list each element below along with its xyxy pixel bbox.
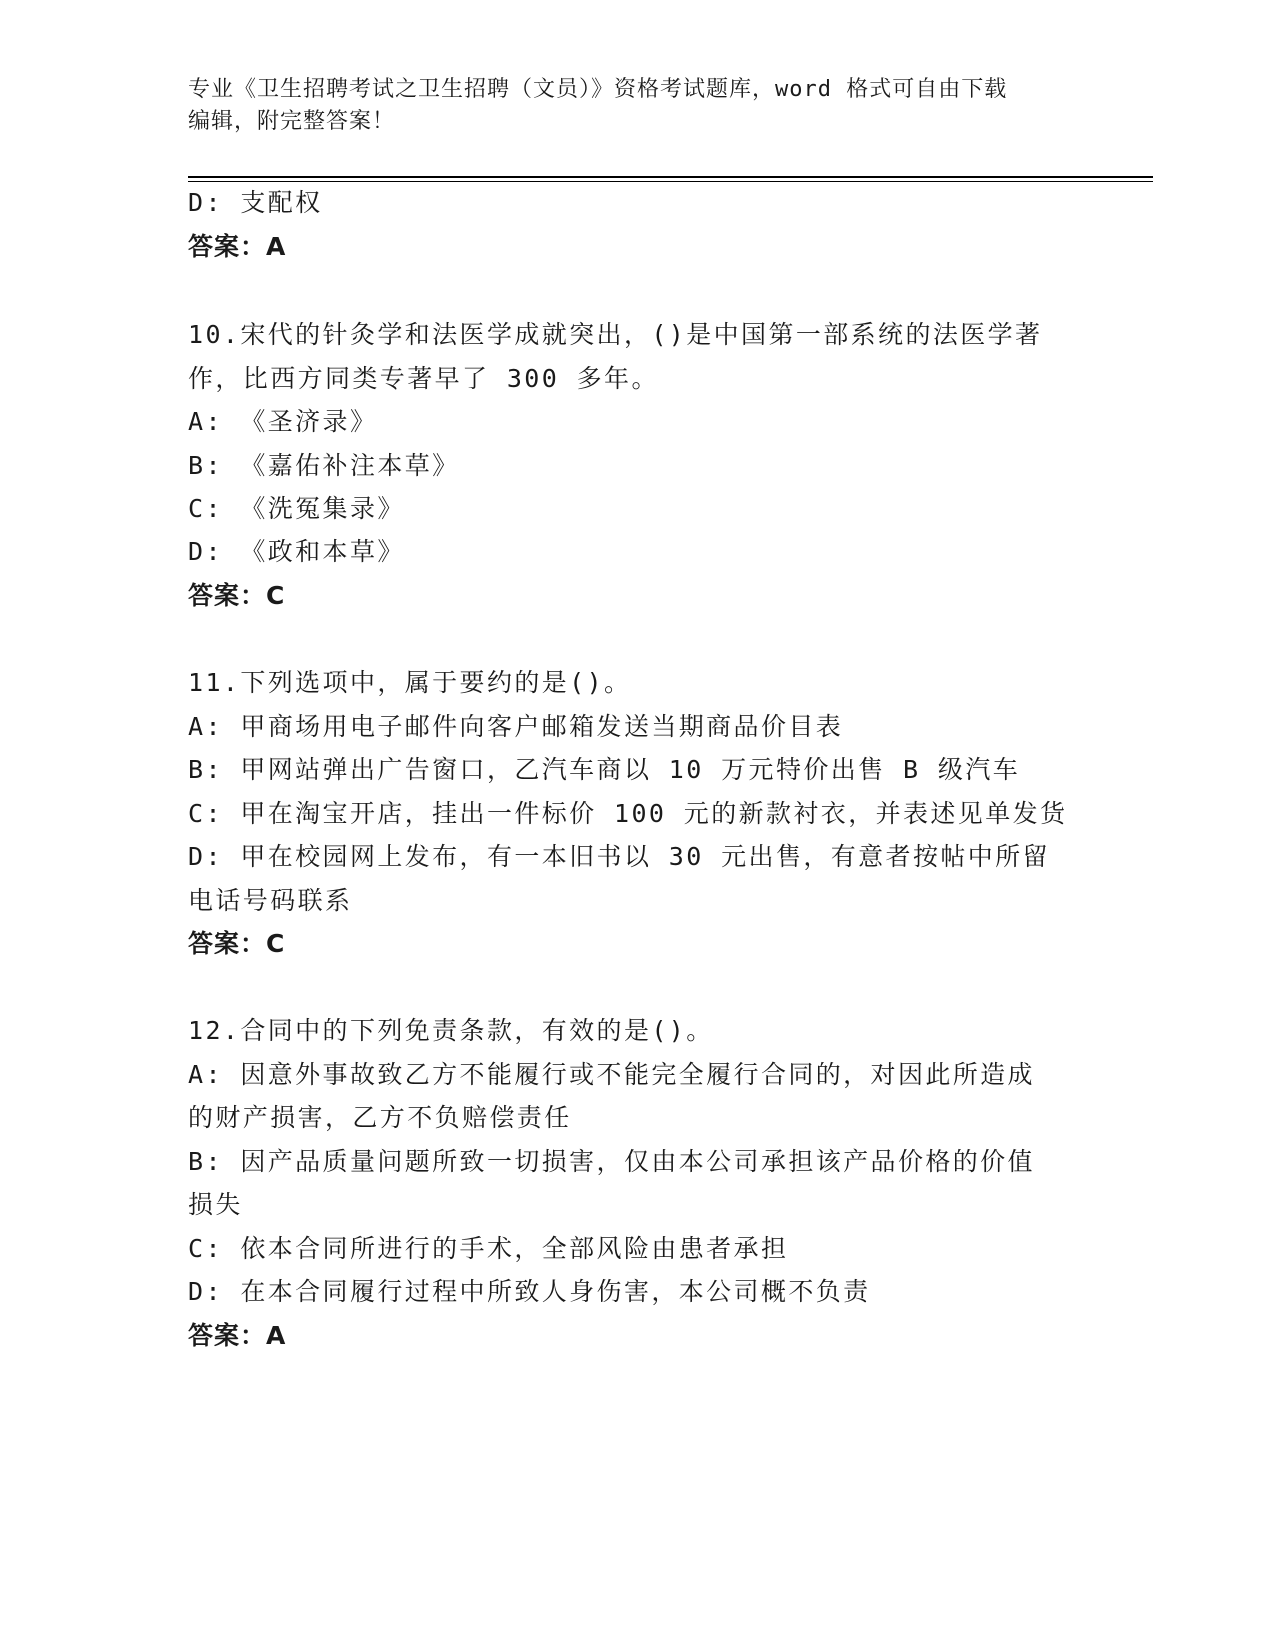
header-line-1: 专业《卫生招聘考试之卫生招聘（文员）》资格考试题库，word 格式可自由下载 bbox=[188, 77, 1008, 102]
q10-answer: 答案：C bbox=[188, 581, 286, 610]
q10-option-b: B: 《嘉佑补注本草》 bbox=[188, 451, 460, 480]
q10-stem-line-1: 10.宋代的针灸学和法医学成就突出，()是中国第一部系统的法医学著 bbox=[188, 320, 1043, 349]
q10-option-c: C: 《洗冤集录》 bbox=[188, 494, 405, 523]
q12-option-b-line-2: 损失 bbox=[188, 1190, 243, 1219]
q10-option-d: D: 《政和本草》 bbox=[188, 537, 405, 566]
q10-option-a: A: 《圣济录》 bbox=[188, 407, 378, 436]
q11-option-d-line-2: 电话号码联系 bbox=[188, 886, 353, 915]
q12-answer: 答案：A bbox=[188, 1321, 287, 1350]
q11-stem: 11.下列选项中，属于要约的是()。 bbox=[188, 668, 632, 697]
q11-option-c: C: 甲在淘宝开店，挂出一件标价 100 元的新款衬衣，并表述见单发货 bbox=[188, 799, 1068, 828]
q11-option-a: A: 甲商场用电子邮件向客户邮箱发送当期商品价目表 bbox=[188, 712, 844, 741]
q12-option-a-line-2: 的财产损害，乙方不负赔偿责任 bbox=[188, 1103, 572, 1132]
q12-option-c: C: 依本合同所进行的手术，全部风险由患者承担 bbox=[188, 1234, 789, 1263]
document-header bbox=[188, 74, 1068, 138]
q9-answer: 答案：A bbox=[188, 232, 287, 261]
q12-stem: 12.合同中的下列免责条款，有效的是()。 bbox=[188, 1016, 714, 1045]
q10-stem-line-2: 作，比西方同类专著早了 300 多年。 bbox=[188, 364, 659, 393]
q12-option-b-line-1: B: 因产品质量问题所致一切损害，仅由本公司承担该产品价格的价值 bbox=[188, 1147, 1035, 1176]
q11-option-d-line-1: D: 甲在校园网上发布，有一本旧书以 30 元出售，有意者按帖中所留 bbox=[188, 842, 1050, 871]
header-line-2: 编辑，附完整答案！ bbox=[188, 109, 396, 134]
q11-option-b: B: 甲网站弹出广告窗口，乙汽车商以 10 万元特价出售 B 级汽车 bbox=[188, 755, 1021, 784]
q11-answer: 答案：C bbox=[188, 929, 286, 958]
q12-option-d: D: 在本合同履行过程中所致人身伤害，本公司概不负责 bbox=[188, 1277, 871, 1306]
header-rule-thin bbox=[188, 181, 1153, 182]
q9-option-d: D: 支配权 bbox=[188, 188, 323, 217]
q12-option-a-line-1: A: 因意外事故致乙方不能履行或不能完全履行合同的，对因此所造成 bbox=[188, 1060, 1035, 1089]
header-rule-thick bbox=[188, 176, 1153, 178]
